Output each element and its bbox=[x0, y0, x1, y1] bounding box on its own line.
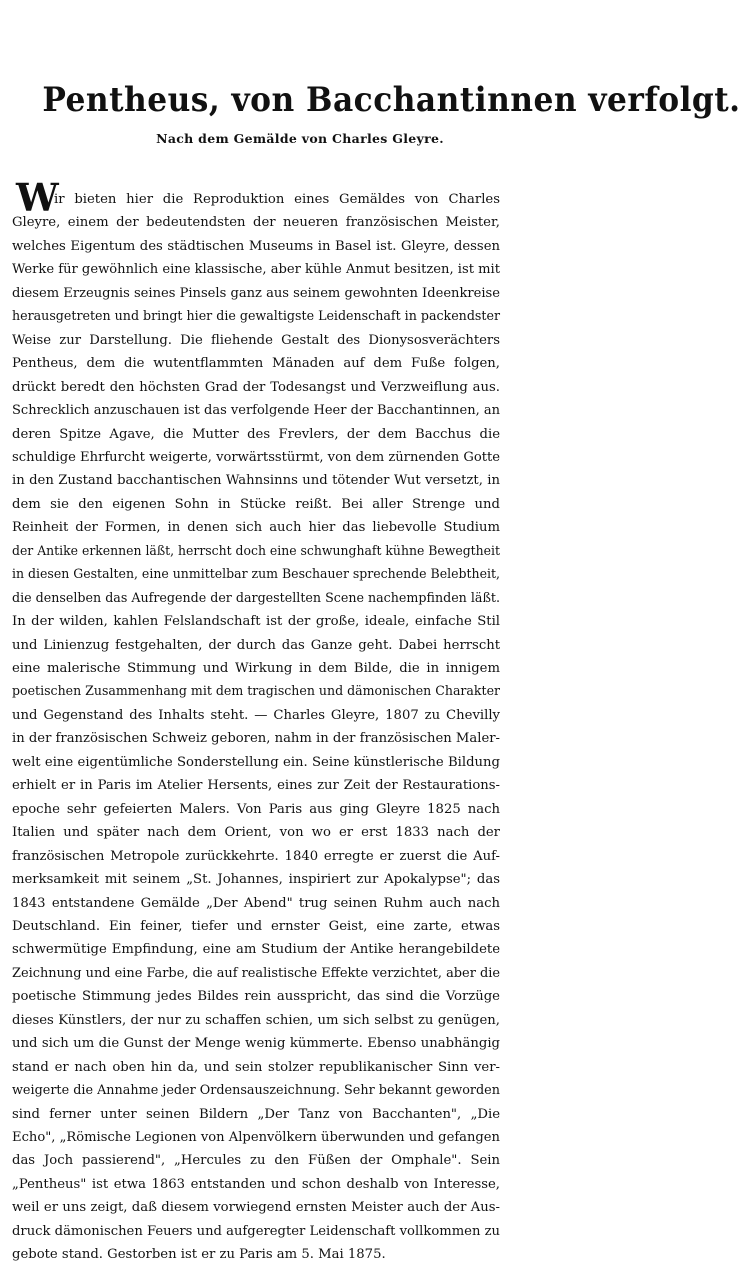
body-line: Gleyre, einem der bedeutendsten der neueren französischen Meister, bbox=[12, 215, 500, 230]
body-line: dem sie den eigenen Sohn in Stücke reißt. Bei aller Strenge und bbox=[12, 497, 500, 512]
body-line: das Joch passierend", „Hercules zu den Füßen der Omphale". Sein bbox=[12, 1153, 500, 1168]
body-line: ir bieten hier die Reproduktion eines Gemäldes von Charles bbox=[54, 192, 500, 207]
body-line: poetischen Zusammenhang mit dem tragischen und dämonischen Charakter bbox=[12, 684, 501, 699]
body-line: drückt beredt den höchsten Grad der Todesangst und Verzweiflung aus. bbox=[12, 380, 500, 395]
body-line: Weise zur Darstellung. Die fliehende Gestalt des Dionysosverächters bbox=[12, 333, 500, 348]
body-line: schwermütige Empfindung, eine am Studium der Antike herangebildete bbox=[12, 942, 500, 957]
article-title: Pentheus, von Bacchantinnen verfolgt. bbox=[42, 80, 741, 120]
body-line: welches Eigentum des städtischen Museums in Basel ist. Gleyre, dessen bbox=[12, 239, 500, 254]
body-line: 1843 entstandene Gemälde „Der Abend" trug seinen Ruhm auch nach bbox=[12, 896, 500, 911]
body-line: in den Zustand bacchantischen Wahnsinns und tötender Wut versetzt, in bbox=[12, 473, 500, 488]
body-line: dieses Künstlers, der nur zu schaffen schien, um sich selbst zu genügen, bbox=[12, 1013, 500, 1028]
body-line: weigerte die Annahme jeder Ordensauszeichnung. Sehr bekannt geworden bbox=[12, 1083, 500, 1098]
body-line: in der französischen Schweiz geboren, nahm in der französischen Maler- bbox=[12, 731, 500, 746]
body-line: Reinheit der Formen, in denen sich auch hier das liebevolle Studium bbox=[12, 520, 500, 535]
body-line: Werke für gewöhnlich eine klassische, aber kühle Anmut besitzen, ist mit bbox=[12, 262, 501, 277]
drop-cap-initial: W bbox=[16, 175, 59, 220]
body-line: sind ferner unter seinen Bildern „Der Tanz von Bacchanten", „Die bbox=[12, 1107, 500, 1122]
body-line: herausgetreten und bringt hier die gewaltigste Leidenschaft in packendster bbox=[12, 309, 500, 324]
body-line: und Gegenstand des Inhalts steht. — Charles Gleyre, 1807 zu Chevilly bbox=[12, 708, 500, 723]
body-line: „Pentheus" ist etwa 1863 entstanden und schon deshalb von Interesse, bbox=[12, 1177, 500, 1192]
body-line: Pentheus, dem die wutentflammten Mänaden auf dem Fuße folgen, bbox=[12, 356, 500, 371]
body-line: gebote stand. Gestorben ist er zu Paris am 5. Mai 1875. bbox=[12, 1247, 386, 1262]
body-line: die denselben das Aufregende der dargestellten Scene nachempfinden läßt. bbox=[12, 591, 501, 606]
body-line: deren Spitze Agave, die Mutter des Frevlers, der dem Bacchus die bbox=[12, 427, 500, 442]
body-line: eine malerische Stimmung und Wirkung in dem Bilde, die in innigem bbox=[12, 661, 500, 676]
body-line: der Antike erkennen läßt, herrscht doch eine schwunghaft kühne Bewegtheit bbox=[12, 544, 501, 559]
body-line: und Linienzug festgehalten, der durch das Ganze geht. Dabei herrscht bbox=[12, 638, 500, 653]
body-line: französischen Metropole zurückkehrte. 1840 erregte er zuerst die Auf- bbox=[12, 849, 500, 864]
body-line: druck dämonischen Feuers und aufgeregter Leidenschaft vollkommen zu bbox=[12, 1224, 500, 1239]
body-line: poetische Stimmung jedes Bildes rein ausspricht, das sind die Vorzüge bbox=[12, 989, 500, 1004]
body-line: stand er nach oben hin da, und sein stolzer republikanischer Sinn ver- bbox=[12, 1060, 500, 1075]
body-line: In der wilden, kahlen Felslandschaft ist der große, ideale, einfache Stil bbox=[12, 614, 500, 629]
body-line: weil er uns zeigt, daß diesem vorwiegend ernsten Meister auch der Aus- bbox=[12, 1200, 500, 1215]
body-line: Italien und später nach dem Orient, von wo er erst 1833 nach der bbox=[12, 825, 500, 840]
body-line: epoche sehr gefeierten Malers. Von Paris aus ging Gleyre 1825 nach bbox=[12, 802, 500, 817]
body-line: schuldige Ehrfurcht weigerte, vorwärtsstürmt, von dem zürnenden Gotte bbox=[12, 450, 501, 465]
body-line: welt eine eigentümliche Sonderstellung ein. Seine künstlerische Bildung bbox=[12, 755, 500, 770]
body-line: Schrecklich anzuschauen ist das verfolgende Heer der Bacchantinnen, an bbox=[12, 403, 501, 418]
article-subtitle: Nach dem Gemälde von Charles Gleyre. bbox=[156, 131, 444, 146]
body-line: in diesen Gestalten, eine unmittelbar zum Beschauer sprechende Belebtheit, bbox=[12, 567, 500, 582]
body-line: erhielt er in Paris im Atelier Hersents, eines zur Zeit der Restaurations- bbox=[12, 778, 500, 793]
body-line: Echo", „Römische Legionen von Alpenvölkern überwunden und gefangen bbox=[12, 1130, 501, 1145]
body-line: und sich um die Gunst der Menge wenig kümmerte. Ebenso unabhängig bbox=[12, 1036, 500, 1051]
body-line: merksamkeit mit seinem „St. Johannes, inspiriert zur Apokalypse"; das bbox=[12, 872, 500, 887]
body-line: Zeichnung und eine Farbe, die auf realistische Effekte verzichtet, aber die bbox=[12, 966, 501, 981]
body-line: diesem Erzeugnis seines Pinsels ganz aus seinem gewohnten Ideenkreise bbox=[12, 286, 501, 301]
body-line: Deutschland. Ein feiner, tiefer und ernster Geist, eine zarte, etwas bbox=[12, 919, 500, 934]
